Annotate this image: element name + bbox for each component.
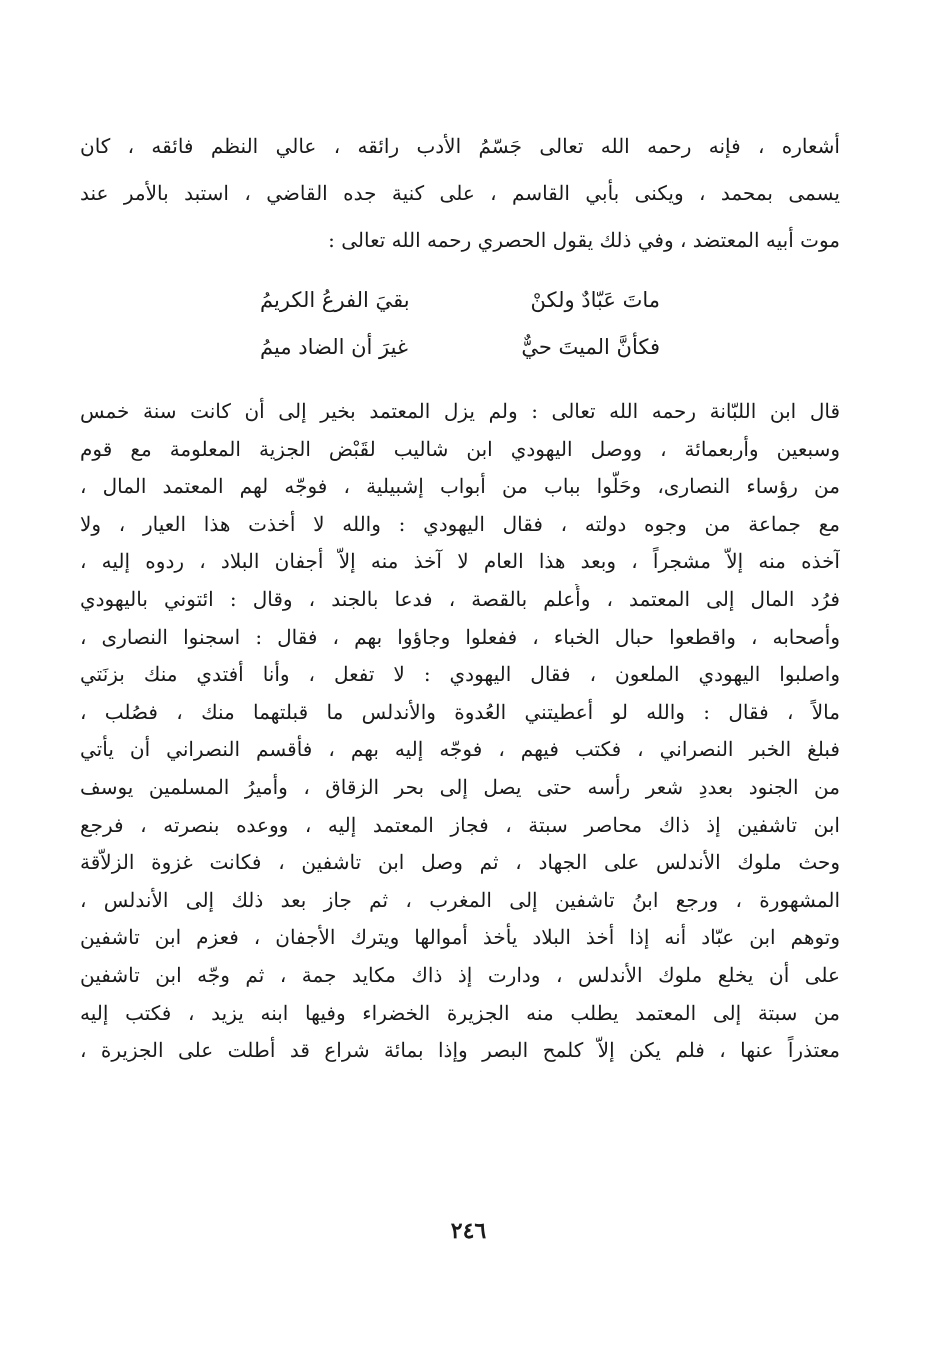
intro-line: أشعاره ، فإنه رحمه الله تعالى جَسّمُ الأدب رائقه ، عالي النظم فائقه ، كان xyxy=(80,134,840,158)
main-line: من رؤساء النصارى، وحَلّوا بباب من أبواب إشبيلية ، فوجّه لهم المعتمد المال ، xyxy=(80,474,840,499)
main-line: واصلبوا اليهودي الملعون ، فقال اليهودي : لا تفعل ، وأنا أفتدي منك بزنَتي xyxy=(80,662,840,687)
intro-line: موت أبيه المعتضد ، وفي ذلك يقول الحصري رحمه الله تعالى : xyxy=(328,228,840,252)
main-line: ابن تاشفين إذ ذاك محاصر سبتة ، فجاز المعتمد إليه ، ووعده بنصرته ، فرجع xyxy=(80,812,840,837)
main-line: آخذه منه إلاّ مشجراً ، وبعد هذا العام لا آخذ منه إلاّ أجفان البلاد ، ردوه إليه ، xyxy=(80,549,840,574)
main-line: من سبتة إلى المعتمد يطلب منه الجزيرة الخضراء وفيها ابنه يزيد ، فكتب إليه xyxy=(80,1000,840,1025)
poem-verse xyxy=(260,332,660,379)
main-line: وأصحابه ، واقطعوا حبال الخباء ، ففعلوا وجاؤوا بهم ، فقال : اسجنوا النصارى ، xyxy=(80,624,840,649)
main-line: وحث ملوك الأندلس على الجهاد ، ثم وصل ابن تاشفين ، فكانت غزوة الزلاّقة xyxy=(80,850,840,875)
verse-first-hemistich: ماتَ عَبّادٌ ولكنْ xyxy=(530,288,660,312)
main-line: معتذراً عنها ، فلم يكن إلاّ كلمح البصر وإذا بمائة شراع قد أطلت على الجزيرة ، xyxy=(80,1038,840,1063)
main-paragraph xyxy=(80,396,840,1073)
poem-verse xyxy=(260,285,660,332)
intro-line: يسمى بمحمد ، ويكنى بأبي القاسم ، على كنية جده القاضي ، استبد بالأمر عند xyxy=(80,181,840,205)
main-line: فبلغ الخبر النصراني ، فكتب فيهم ، فوجّه إليه بهم ، فأقسم النصراني أن يأتي xyxy=(80,737,840,762)
verse-second-hemistich: بقيَ الفرعُ الكريمُ xyxy=(260,288,410,312)
main-line: مع جماعة من وجوه دولته ، فقال اليهودي : والله لا أخذت هذا العيار ، ولا xyxy=(80,511,840,536)
poem xyxy=(260,285,660,379)
main-line: من الجنود بعددِ شعر رأسه حتى يصل إلى بحر الزقاق ، وأميرُ المسلمين يوسف xyxy=(80,774,840,799)
page-number: ٢٤٦ xyxy=(450,1218,487,1244)
main-line: على أن يخلع ملوك الأندلس ، ودارت إذ ذاك مكايد جمة ، ثم وجّه ابن تاشفين xyxy=(80,962,840,987)
main-line: وسبعين وأربعمائة ، ووصل اليهودي ابن شاليب لقَبْض الجزية المعلومة مع قوم xyxy=(80,436,840,461)
intro-paragraph xyxy=(80,131,840,272)
main-line: وتوهم ابن عبّاد أنه إذا أخذ البلاد يأخذ أموالها ويترك الأجفان ، فعزم ابن تاشفين xyxy=(80,925,840,950)
main-line: قال ابن اللبّانة رحمه الله تعالى : ولم يزل المعتمد بخير إلى أن كانت سنة خمس xyxy=(80,399,840,423)
main-line: فرُد المال إلى المعتمد ، وأُعلم بالقصة ، فدعا بالجند ، وقال : ائتوني باليهودي xyxy=(80,586,840,611)
main-line: المشهورة ، ورجع ابنُ تاشفين إلى المغرب ، ثم جاز بعد ذلك إلى الأندلس ، xyxy=(80,887,840,912)
verse-second-hemistich: غيرَ أن الضاد ميمُ xyxy=(260,335,408,359)
verse-first-hemistich: فكأنَّ الميتَ حيٌّ xyxy=(521,335,660,359)
main-line: مالاً ، فقال : والله لو أعطيتني العُدوة والأندلس ما قبلتهما منك ، فصُلب ، xyxy=(80,699,840,724)
